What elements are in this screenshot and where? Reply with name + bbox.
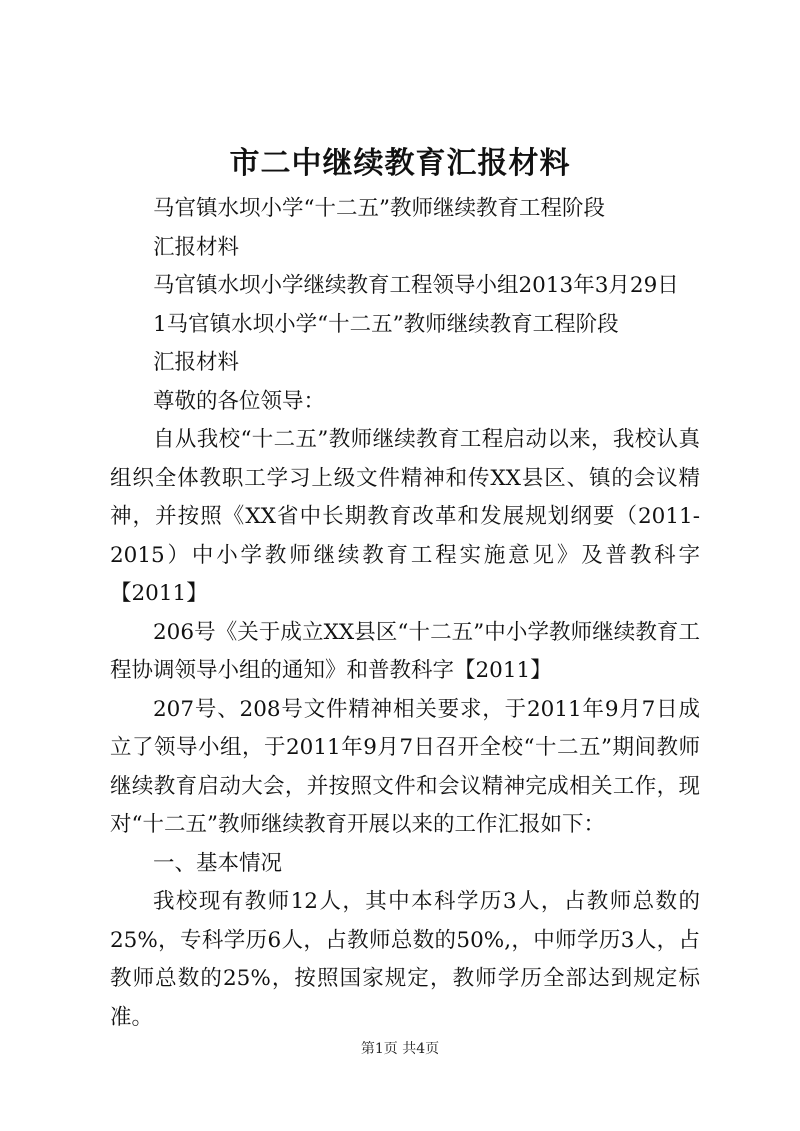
paragraph: 汇报材料 — [153, 350, 240, 375]
paragraph: 马官镇水坝小学继续教育工程领导小组2013年3月29日 — [153, 273, 679, 298]
document-body — [110, 190, 700, 1037]
document-title: 市二中继续教育汇报材料 — [229, 146, 571, 181]
paragraph: 我校现有教师12人，其中本科学历3人，占教师总数的25%，专科学历6人，占教师总数的50%,，中师学历3人，占教师总数的25%，按照国家规定，教师学历全部达到规定标准。 — [110, 889, 700, 1030]
paragraph: 汇报材料 — [153, 234, 240, 260]
section-heading: 一、基本情况 — [153, 850, 283, 876]
paragraph: 马官镇水坝小学“十二五”教师继续教育工程阶段 — [153, 196, 605, 221]
paragraph: 207号、208号文件精神相关要求，于2011年9月7日成立了领导小组，于2011年9月7日召开全校“十二五”期间教师继续教育启动大会，并按照文件和会议精神完成相关工作，现对“十二五”教师继续教育开展以来的工作汇报如下： — [110, 696, 700, 837]
paragraph: 1马官镇水坝小学“十二五”教师继续教育工程阶段 — [153, 311, 619, 337]
paragraph: 尊敬的各位领导： — [153, 388, 326, 414]
paragraph: 206号《关于成立XX县区“十二五”中小学教师继续教育工程协调领导小组的通知》和普教科字【2011】 — [110, 619, 700, 683]
page-number-footer: 第1页 共4页 — [360, 1041, 440, 1057]
paragraph: 自从我校“十二五”教师继续教育工程启动以来，我校认真组织全体教职工学习上级文件精神和传XX县区、镇的会议精神，并按照《XX省中长期教育改革和发展规划纲要（2011-2015）中小学教师继续教育工程实施意见》及普教科字【2011】 — [110, 427, 700, 606]
